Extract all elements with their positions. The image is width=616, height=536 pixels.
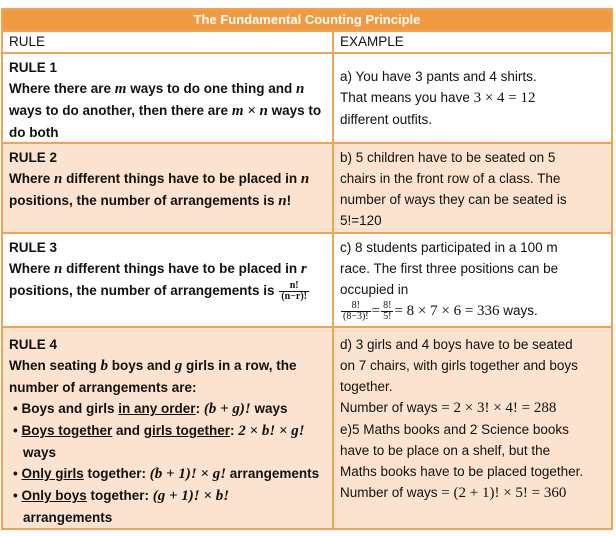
example-2-line-2: chairs in the front row of a class. The xyxy=(340,171,561,186)
example-1-cell xyxy=(334,54,611,142)
example-2-cell xyxy=(334,144,611,232)
rule-3-line-2: positions, the number of arrangements is $\frac{n!}{(n-r)!}$ xyxy=(9,279,307,302)
rule-3-cell xyxy=(3,234,334,326)
rule-4-bullet-2: • Boys together and girls together: 2 × b! × g! xyxy=(13,423,305,439)
rule-1-line-1: Where there are m ways to do one thing and n xyxy=(9,81,305,97)
rule-2-line-2: positions, the number of arrangements is n! xyxy=(9,193,292,209)
rule-2-row xyxy=(3,144,611,234)
example-4-cell xyxy=(334,328,611,528)
rule-1-label: RULE 1 xyxy=(9,60,58,75)
rule-4-cell xyxy=(3,328,334,528)
header-row xyxy=(3,32,611,54)
header-rule: RULE xyxy=(3,32,334,52)
example-1-line-2: That means you have 3 × 4 = 12 xyxy=(340,90,536,106)
example-3-line-3: occupied in xyxy=(340,282,409,297)
example-4-line-5: e)5 Maths books and 2 Science books xyxy=(340,422,569,437)
rule-4-line-2: number of arrangements are: xyxy=(9,380,197,395)
example-2-line-3: number of ways they can be seated is xyxy=(340,192,567,207)
rule-4-bullet-3: • Only girls together: (b + 1)! × g! arrangements xyxy=(13,466,320,482)
example-3-cell xyxy=(334,234,611,326)
example-3-line-2: race. The first three positions can be xyxy=(340,261,559,276)
rule-4-bullet-4-cont: arrangements xyxy=(23,510,113,525)
rule-2-line-1: Where n different things have to be placed in n xyxy=(9,171,310,187)
rule-4-label: RULE 4 xyxy=(9,337,58,352)
example-1-line-1: a) You have 3 pants and 4 shirts. xyxy=(340,69,537,84)
rule-4-bullet-2-cont: ways xyxy=(23,445,57,460)
counting-principle-table xyxy=(1,8,613,530)
example-4-line-1: d) 3 girls and 4 boys have to be seated xyxy=(340,337,573,352)
rule-3-row xyxy=(3,234,611,328)
rule-1-cell xyxy=(3,54,334,142)
rule-3-line-1: Where n different things have to be placed in r xyxy=(9,261,307,277)
rule-2-label: RULE 2 xyxy=(9,150,58,165)
example-3-fraction-2: $\frac{8!}{5!}$ xyxy=(383,299,392,322)
rule-2-cell xyxy=(3,144,334,232)
example-4-line-7: Maths books have to be placed together. xyxy=(340,464,584,479)
rule-4-line-1: When seating b boys and g girls in a row, the xyxy=(9,358,297,374)
rule-1-line-2: ways to do another, then there are m × n ways to xyxy=(9,103,322,119)
example-4-line-8: Number of ways = (2 + 1)! × 5! = 360 xyxy=(340,485,567,501)
example-3-fraction-1: $\frac{8!}{(8-3)!}$ xyxy=(343,299,369,322)
rule-1-row xyxy=(3,54,611,144)
example-4-line-2: on 7 chairs, with girls together and boys xyxy=(340,358,578,373)
rule-4-row xyxy=(3,328,611,528)
rule-4-bullet-4: • Only boys together: (g + 1)! × b! xyxy=(13,488,230,504)
rule-3-label: RULE 3 xyxy=(9,240,58,255)
example-1-line-3: different outfits. xyxy=(340,112,433,127)
rule-3-fraction: $\frac{n!}{(n-r)!}$ xyxy=(281,279,307,302)
example-2-line-4: 5!=120 xyxy=(340,213,382,228)
example-4-line-6: have to be place on a shelf, but the xyxy=(340,443,551,458)
table-title: The Fundamental Counting Principle xyxy=(3,10,611,32)
rule-4-bullet-1: • Boys and girls in any order: (b + g)! ways xyxy=(13,401,288,417)
rule-1-line-3: do both xyxy=(9,125,59,140)
example-3-line-4: $\frac{8!}{(8-3)!}$ = $\frac{8!}{5!}$ = 8 × 7 × 6 = 336 ways. xyxy=(343,299,538,322)
header-example: EXAMPLE xyxy=(340,34,404,49)
example-2-line-1: b) 5 children have to be seated on 5 xyxy=(340,150,556,165)
example-4-line-4: Number of ways = 2 × 3! × 4! = 288 xyxy=(340,400,557,416)
example-4-line-3: together. xyxy=(340,379,393,394)
example-3-line-1: c) 8 students participated in a 100 m xyxy=(340,240,558,255)
